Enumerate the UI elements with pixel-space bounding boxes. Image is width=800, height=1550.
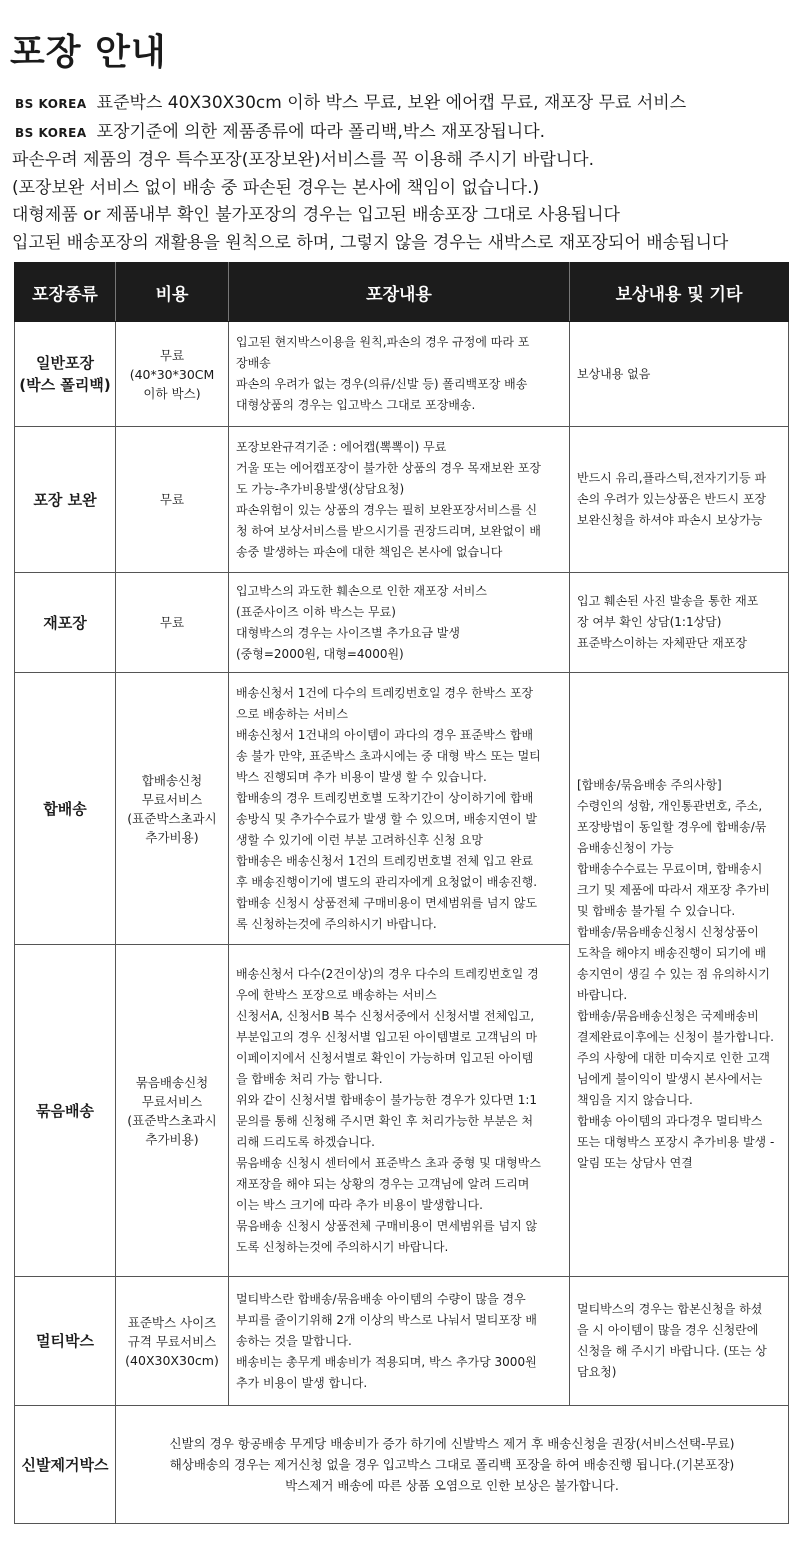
intro-line: 입고된 배송포장의 재활용을 원칙으로 하며, 그렇지 않을 경우는 새박스로 재포장되어 배송됩니다 (12, 232, 729, 253)
cell-shoebox-content: 신발의 경우 항공배송 무게당 배송비가 증가 하기에 신발박스 제거 후 배송신청을 권장(서비스선택-무료) 해상배송의 경우는 제거신청 없을 경우 입고박스 그대로 폴리백 포장을 하여 배송진행 됩니다.(기본포장) 박스제거 배송에 따른 상품 오염으로 인한 보상은 불가합니다. (116, 1406, 789, 1524)
intro-line: 파손우려 제품의 경우 특수포장(포장보완)서비스를 꼭 이용해 주시기 바랍니다. (12, 150, 594, 171)
table-row-general (15, 322, 789, 427)
cell-content: 멀티박스란 합배송/묶음배송 아이템의 수량이 많을 경우 부피를 줄이기위해 2개 이상의 박스로 나눠서 멀티포장 배 송하는 것을 말합니다. 배송비는 총무게 배송비가 적용되며, 박스 추가당 3000원 추가 비용이 발생 합니다. (229, 1277, 570, 1406)
table-header-row (15, 263, 789, 322)
cell-compensation: 입고 훼손된 사진 발송을 통한 재포 장 여부 확인 상담(1:1상담) 표준박스이하는 자체판단 재포장 (570, 573, 789, 673)
cell-content: 배송신청서 1건에 다수의 트레킹번호일 경우 한박스 포장 으로 배송하는 서비스 배송신청서 1건내의 아이템이 과다의 경우 표준박스 합배 송 불가 만약, 표준박스 초과시에는 중 대형 박스 또는 멀티 박스 진행되며 추가 비용이 발생 할 수 있습니다. 합배송의 경우 트레킹번호별 도착기간이 상이하기에 합배 송방식 및 추가수수료가 발생 할 수 있으며, 배송지연이 발 생할 수 있기에 이런 부분 고려하신후 신청 요망 합배송은 배송신청서 1건의 트레킹번호별 전체 입고 완료 후 배송진행이기에 별도의 관리자에게 요청없이 배송진행. 합배송 신청시 상품전체 구매비용이 면세범위를 넘지 않도 록 신청하는것에 주의하시기 바랍니다. (229, 673, 570, 945)
cell-compensation: 반드시 유리,플라스틱,전자기기등 파 손의 우려가 있는상품은 반드시 포장 보완신청을 하셔야 파손시 보상가능 (570, 427, 789, 573)
table-row-multibox (15, 1277, 789, 1406)
cell-type: 신발제거박스 (15, 1406, 116, 1524)
cell-content: 입고박스의 과도한 훼손으로 인한 재포장 서비스 (표준사이즈 이하 박스는 무료) 대형박스의 경우는 사이즈별 추가요금 발생 (중형=2000원, 대형=4000원) (229, 573, 570, 673)
cell-type: 재포장 (15, 573, 116, 673)
brand-label: BS KOREA (15, 97, 87, 111)
cell-type: 일반포장 (박스 폴리백) (15, 322, 116, 427)
cell-type: 멀티박스 (15, 1277, 116, 1406)
header-compensation: 보상내용 및 기타 (570, 263, 789, 322)
cell-type: 포장 보완 (15, 427, 116, 573)
cell-cost: 무료 (116, 573, 229, 673)
cell-combined-bundle-notice: [합배송/묶음배송 주의사항] 수령인의 성함, 개인통관번호, 주소, 포장방법이 동일할 경우에 합배송/묶 음배송신청이 가능 합배송수수료는 무료이며, 합배송시 크기 및 제품에 따라서 재포장 추가비 및 합배송 불가될 수 있습니다. 합배송/묶음배송신청시 신청상품이 도착을 해야지 배송진행이 되기에 배 송지연이 생길 수 있는 점 유의하시기 바랍니다. 합배송/묶음배송신청은 국제배송비 결제완료이후에는 신청이 불가합니다. 주의 사항에 대한 미숙지로 인한 고객 님에게 불이익이 발생시 본사에서는 책임을 지지 않습니다. 합배송 아이템의 과다경우 멀티박스 또는 대형박스 포장시 추가비용 발생 - 알림 또는 상담사 연결 (570, 673, 789, 1277)
header-pack-type: 포장종류 (15, 263, 116, 322)
table-row-shoebox (15, 1406, 789, 1524)
intro-line: (포장보완 서비스 없이 배송 중 파손된 경우는 본사에 책임이 없습니다.) (12, 177, 540, 198)
table-row-reinforce (15, 427, 789, 573)
page-title: 포장 안내 (10, 32, 167, 73)
intro-line: 대형제품 or 제품내부 확인 불가포장의 경우는 입고된 배송포장 그대로 사용됩니다 (12, 205, 620, 226)
table-row-combined (15, 673, 789, 945)
intro-line (12, 119, 792, 148)
cell-content: 포장보완규격기준 : 에어캡(뽁뽁이) 무료 거울 또는 에어캡포장이 불가한 상품의 경우 목재보완 포장 도 가능-추가비용발생(상담요청) 파손위험이 있는 상품의 경우는 필히 보완포장서비스를 신 청 하여 보상서비스를 받으시기를 권장드리며, 보완없이 배 송중 발생하는 파손에 대한 책임은 본사에 없습니다 (229, 427, 570, 573)
header-cost: 비용 (116, 263, 229, 322)
cell-content: 배송신청서 다수(2건이상)의 경우 다수의 트레킹번호일 경 우에 한박스 포장으로 배송하는 서비스 신청서A, 신청서B 복수 신청서중에서 신청서별 전체입고, 부분입고의 경우 신청서별 입고된 아이템별로 고객님의 마 이페이지에서 신청서별로 확인이 가능하며 입고된 아이템 을 합배송 처리 가능 합니다. 위와 같이 신청서별 합배송이 불가능한 경우가 있다면 1:1 문의를 통해 신청해 주시면 확인 후 처리가능한 부분은 처 리해 드리도록 하겠습니다. 묶음배송 신청시 센터에서 표준박스 초과 중형 및 대형박스 재포장을 해야 되는 상황의 경우는 고객님에 알려 드리며 이는 박스 크기에 따라 추가 비용이 발생합니다. 묶음배송 신청시 상품전체 구매비용이 면세범위를 넘지 않 도록 신청하는것에 주의하시기 바랍니다. (229, 945, 570, 1277)
table-row-repack (15, 573, 789, 673)
intro-notes (12, 90, 792, 258)
cell-cost: 표준박스 사이즈 규격 무료서비스 (40X30X30cm) (116, 1277, 229, 1406)
cell-cost: 묶음배송신청 무료서비스 (표준박스초과시 추가비용) (116, 945, 229, 1277)
intro-text: 표준박스 40X30X30cm 이하 박스 무료, 보완 에어캡 무료, 재포장 무료 서비스 (96, 93, 687, 113)
cell-cost: 무료 (116, 427, 229, 573)
header-pack-content: 포장내용 (229, 263, 570, 322)
cell-cost: 무료 (40*30*30CM 이하 박스) (116, 322, 229, 427)
cell-cost: 합배송신청 무료서비스 (표준박스초과시 추가비용) (116, 673, 229, 945)
packaging-table (14, 262, 789, 1524)
intro-text: 포장기준에 의한 제품종류에 따라 폴리백,박스 재포장됩니다. (96, 121, 546, 142)
cell-compensation: 보상내용 없음 (570, 322, 789, 427)
cell-type: 합배송 (15, 673, 116, 945)
cell-type: 묶음배송 (15, 945, 116, 1277)
brand-label: BS KOREA (15, 125, 87, 140)
intro-line (12, 90, 792, 119)
cell-content: 입고된 현지박스이용을 원칙,파손의 경우 규정에 따라 포 장배송 파손의 우려가 없는 경우(의류/신발 등) 폴리백포장 배송 대형상품의 경우는 입고박스 그대로 포장배송. (229, 322, 570, 427)
cell-compensation: 멀티박스의 경우는 합본신청을 하셨 을 시 아이템이 많을 경우 신청란에 신청을 해 주시기 바랍니다. (또는 상 담요청) (570, 1277, 789, 1406)
